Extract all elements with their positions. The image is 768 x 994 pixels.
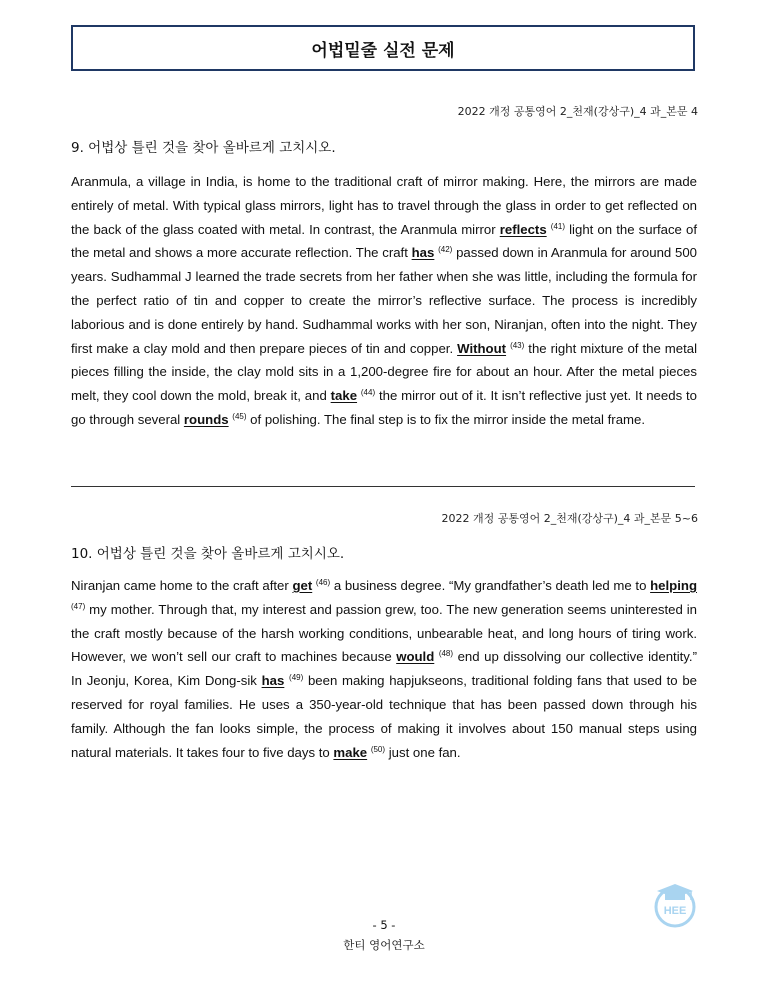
q10-text-6: just one fan. <box>385 744 461 760</box>
q10-passage <box>71 574 697 764</box>
q10-underlined-49: has <box>261 673 285 689</box>
q9-passage <box>71 170 697 432</box>
q10-text-1: Niranjan came home to the craft after <box>71 578 293 593</box>
q9-num-43: (43) <box>510 340 525 350</box>
divider <box>71 486 695 487</box>
q9-text-3: passed down in Aranmula for around 500 years. Sudhammal J learned the trade secrets from her father when she was little, including the formula for the perfect ratio of tin and copper to create the mirror’s reflective surface. The process is incredibly laborious and is done entirely by hand. Sudhammal works with her son, Niranjan, often into the night. They first make a clay mold and then prepare pieces of tin and copper. <box>71 245 697 356</box>
q10-text-4: end up dissolving our collective identity.” In Jeonju, Korea, Kim Dong-sik <box>71 649 697 689</box>
q10-num-48: (48) <box>438 649 454 659</box>
q10-num-47: (47) <box>71 601 86 611</box>
q9-text-6: of polishing. The final step is to fix the mirror inside the metal frame. <box>246 411 646 427</box>
logo-text: HEE <box>663 905 687 917</box>
q10-text-3: my mother. Through that, my interest and passion grew, too. The new generation seems uninterested in the craft mostly because of the harsh working conditions, unbearable heat, and long hours of tiring work. However, we won’t sell our craft to machines because <box>71 601 697 665</box>
q10-question: 10. 어법상 틀린 것을 찾아 올바르게 고치시오. <box>71 546 345 562</box>
page-title: 어법밑줄 실전 문제 <box>311 40 455 61</box>
q9-underlined-45: rounds <box>183 411 229 427</box>
q10-underlined-46: get <box>292 578 313 593</box>
q10-underlined-47: helping <box>650 578 697 593</box>
q9-text-5: the mirror out of it. It isn’t reflective just yet. It needs to go through several <box>71 388 697 427</box>
q10-underlined-50: make <box>333 744 368 760</box>
q10-source: 2022 개정 공통영어 2_천재(강상구)_4 과_본문 5~6 <box>441 512 698 525</box>
q10-num-50: (50) <box>370 744 386 754</box>
q10-text-2: a business degree. “My grandfather’s death led me to <box>330 578 651 593</box>
q10-text-5: been making hapjukseons, traditional folding fans that used to be reserved for royal families. He uses a 350-year-old technique that has been passed down through his family. Although the fan looks simple, the process of making it involves about 150 manual steps using natural materials. It takes four to five days to <box>71 673 697 760</box>
page-number: - 5 - <box>372 918 396 932</box>
q10-num-46: (46) <box>315 578 331 587</box>
q9-num-45: (45) <box>232 411 247 421</box>
q9-question: 9. 어법상 틀린 것을 찾아 올바르게 고치시오. <box>71 140 336 156</box>
q9-text-2: light on the surface of the metal and shows a more accurate reflection. The craft <box>71 221 698 261</box>
q10-underlined-48: would <box>396 649 435 665</box>
q9-source: 2022 개정 공통영어 2_천재(강상구)_4 과_본문 4 <box>457 105 698 118</box>
q9-underlined-44: take <box>330 388 358 404</box>
title-box <box>71 25 695 71</box>
publisher-name: 한티 영어연구소 <box>343 938 425 952</box>
q9-text-1: Aranmula, a village in India, is home to the traditional craft of mirror making. Here, the mirrors are made entirely of metal. With typical glass mirrors, light has to travel through the glass in order to get reflected on the back of the glass coated with metal. In contrast, the Aranmula mirror <box>71 174 697 237</box>
q10-num-49: (49) <box>289 673 304 683</box>
q9-underlined-43: Without <box>457 340 507 356</box>
q9-num-42: (42) <box>438 245 453 255</box>
hee-logo <box>651 880 699 928</box>
q9-text-4: the right mixture of the metal pieces filling the inside, the clay mold sits in a 1,200-degree fire for about an hour. After the metal pieces melt, they cool down the mold, break it, and <box>71 340 698 404</box>
q9-num-44: (44) <box>360 388 376 398</box>
q9-underlined-42: has <box>411 245 435 261</box>
q9-underlined-41: reflects <box>499 221 547 237</box>
q9-num-41: (41) <box>550 221 566 231</box>
